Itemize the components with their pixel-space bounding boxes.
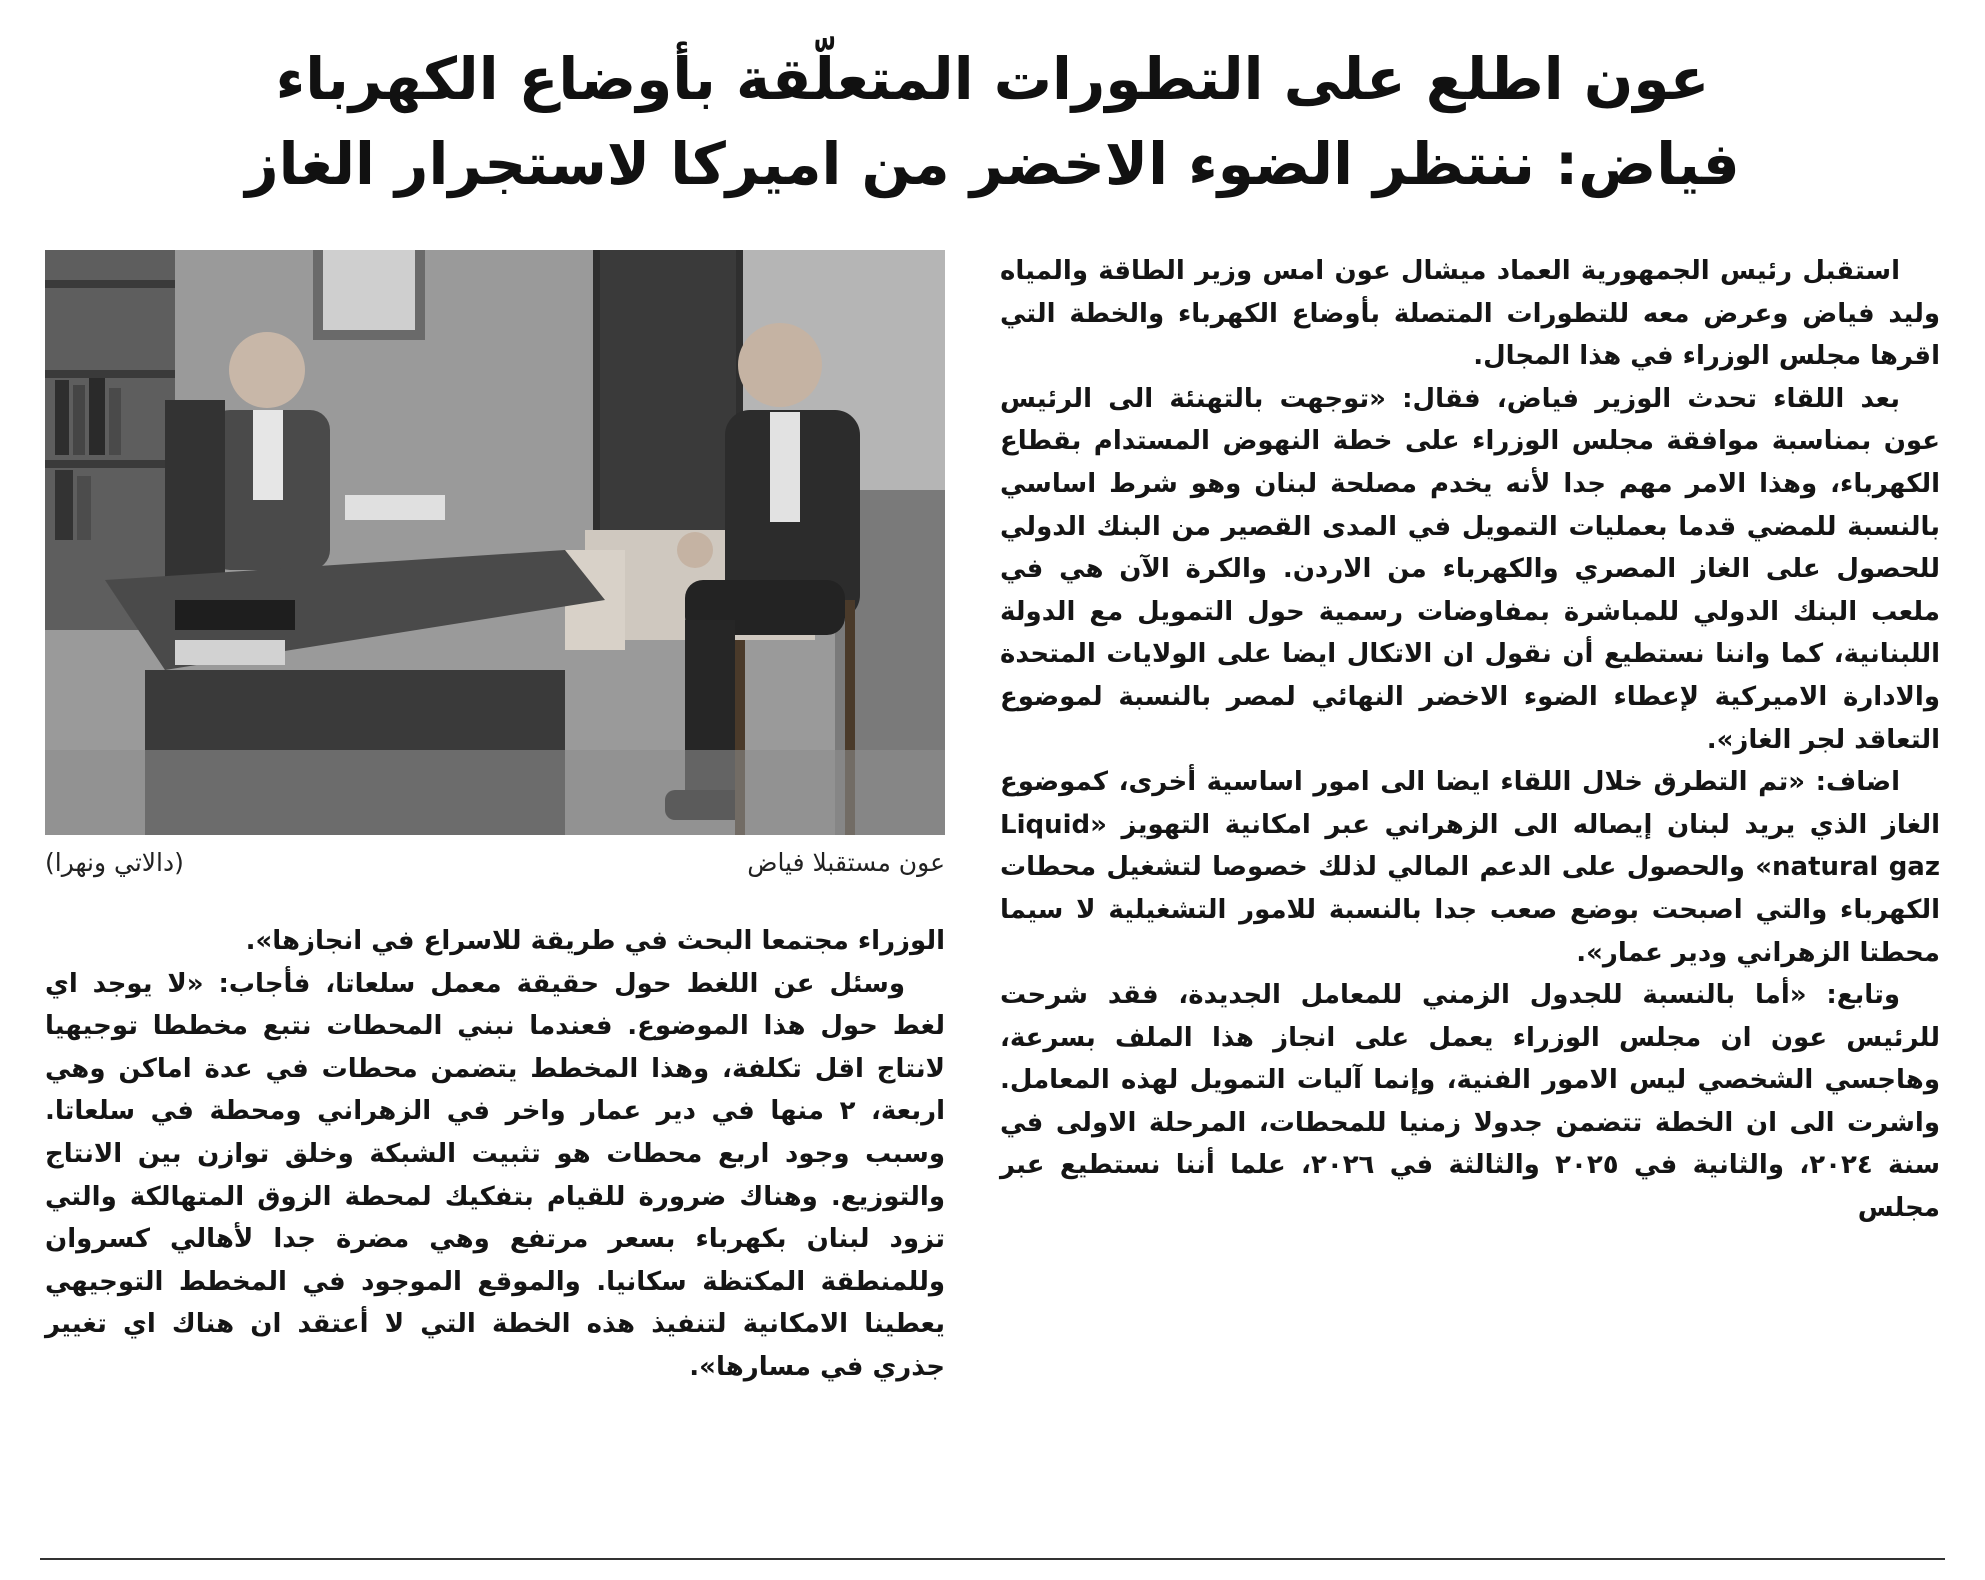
meeting-photo-illustration bbox=[45, 250, 945, 835]
article-paragraph: الوزراء مجتمعا البحث في طريقة للاسراع في انجازها». bbox=[245, 926, 945, 956]
article-column-right bbox=[1000, 250, 1940, 1230]
article-paragraph: وسئل عن اللغط حول حقيقة معمل سلعاتا، فأجاب: «لا يوجد اي لغط حول هذا الموضوع. فعندما نبني المحطات نتبع مخططا توجيهيا لانتاج اقل تكلفة، وهذا المخطط يتضمن محطات في عدة اماكن وهي اربعة، ٢ منها في دير عمار واخر في الزهراني ومحطة في سلعاتا. وسبب وجود اربع محطات هو تثبيت الشبكة وخلق توازن بين الانتاج والتوزيع. وهناك ضرورة للقيام بتفكيك لمحطة الزوق المتهالكة والتي تزود لبنان بكهرباء بسعر مرتفع وهي مضرة جدا لأهالي كسروان وللمنطقة المكتظة سكانيا. والموقع الموجود في المخطط التوجيهي يعطينا الامكانية لتنفيذ هذه الخطة التي لا أعتقد ان هناك اي تغيير جذري في مسارها». bbox=[45, 968, 945, 1382]
bottom-divider bbox=[40, 1558, 1945, 1560]
article-photo bbox=[45, 250, 945, 835]
article-column-left bbox=[45, 920, 945, 1389]
photo-credit: (دالاتي ونهرا) bbox=[45, 848, 184, 877]
photo-caption: عون مستقبلا فياض bbox=[747, 848, 945, 877]
article-paragraph: اضاف: «تم التطرق خلال اللقاء ايضا الى امور اساسية أخرى، كموضوع الغاز الذي يريد لبنان إيصاله الى الزهراني عبر امكانية التهويز «Liquid natural gaz» والحصول على الدعم المالي لذلك خصوصا لتشغيل محطات الكهرباء والتي اصبحت بوضع صعب جدا بالنسبة للامور التشغيلية لا سيما محطتا الزهراني ودير عمار». bbox=[1000, 767, 1940, 968]
article-paragraph: بعد اللقاء تحدث الوزير فياض، فقال: «توجهت بالتهنئة الى الرئيس عون بمناسبة موافقة مجلس الوزراء على خطة النهوض المستدام بقطاع الكهرباء، وهذا الامر مهم جدا لأنه يخدم مصلحة لبنان وهو شرط اساسي بالنسبة للمضي قدما بعمليات التمويل في المدى القصير من البنك الدولي للحصول على الغاز المصري والكهرباء من الاردن. والكرة الآن هي في ملعب البنك الدولي للمباشرة بمفاوضات رسمية حول التمويل مع الدولة اللبنانية، كما واننا نستطيع أن نقول ان الاتكال ايضا على الولايات المتحدة والادارة الاميركية لإعطاء الضوء الاخضر النهائي لمصر بالنسبة لموضوع التعاقد لجر الغاز». bbox=[1000, 383, 1940, 755]
headline-line-1: عون اطلع على التطورات المتعلّقة بأوضاع الكهرباء bbox=[275, 45, 1710, 113]
headline-line-2: فياض: ننتظر الضوء الاخضر من اميركا لاستجرار الغاز bbox=[245, 130, 1740, 198]
article-paragraph: استقبل رئيس الجمهورية العماد ميشال عون امس وزير الطاقة والمياه وليد فياض وعرض معه للتطورات المتصلة بأوضاع الكهرباء والخطة التي اقرها مجلس الوزراء في هذا المجال. bbox=[1000, 256, 1940, 372]
article-paragraph: وتابع: «أما بالنسبة للجدول الزمني للمعامل الجديدة، فقد شرحت للرئيس عون ان مجلس الوزراء يعمل على انجاز هذا الملف بسرعة، وهاجسي الشخصي ليس الامور الفنية، وإنما آليات التمويل لهذه المعامل. واشرت الى ان الخطة تتضمن جدولا زمنيا للمحطات، المرحلة الاولى في سنة ٢٠٢٤، والثانية في ٢٠٢٥ والثالثة في ٢٠٢٦، علما أننا نستطيع عبر مجلس bbox=[1000, 980, 1941, 1224]
